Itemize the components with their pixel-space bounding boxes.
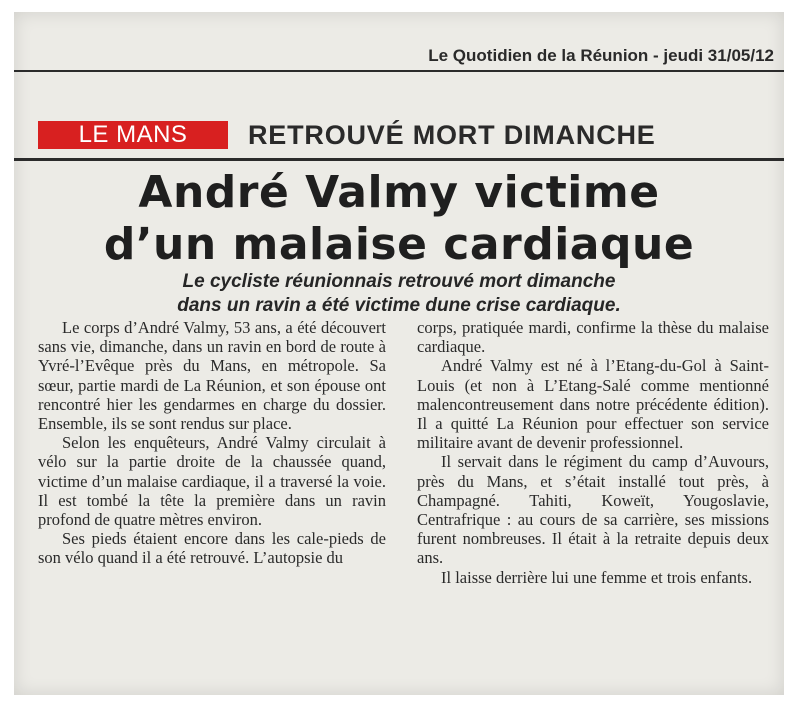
lede-line-1: Le cycliste réunionnais retrouvé mort dimanche	[182, 271, 616, 292]
paragraph: Il servait dans le régiment du camp d’Auvours, près du Mans, et s’était installé tout près, à Champagné. Tahiti, Koweït, Yougoslavie, Centrafrique : au cours de sa carrière, ses missions furent nombreuses. Il était à la retraite depuis deux ans.	[417, 452, 769, 568]
masthead-rule	[14, 70, 784, 72]
paragraph: Il laisse derrière lui une femme et trois enfants.	[441, 567, 753, 587]
kicker-row	[38, 119, 758, 159]
headline-line-1: André Valmy victime	[138, 167, 660, 218]
article-column-right	[417, 318, 769, 587]
paragraph: Selon les enquêteurs, André Valmy circulait à vélo sur la partie droite de la chaussée quand, victime d’un malaise cardiaque, il a traversé la voie. Il est tombé la tête la première dans un ravin profond de quatre mètres environ.	[38, 433, 386, 530]
paragraph: corps, pratiquée mardi, confirme la thèse du malaise cardiaque.	[417, 318, 769, 357]
lede-line-2: dans un ravin a été victime dune crise cardiaque.	[177, 295, 621, 316]
paragraph: Le corps d’André Valmy, 53 ans, a été découvert sans vie, dimanche, dans un ravin en bord de route à Yvré-l’Evêque près du Mans, en métropole. Sa sœur, partie mardi de La Réunion, et son épouse ont rencontré hier les gendarmes en charge du dossier. Ensemble, ils se sont rendus sur place.	[38, 318, 386, 434]
paragraph: Ses pieds étaient encore dans les cale-pieds de son vélo quand il a été retrouvé. L’autopsie du	[38, 529, 386, 568]
masthead: Le Quotidien de la Réunion - jeudi 31/05/12	[428, 46, 774, 65]
newspaper-clipping	[14, 12, 784, 695]
rubric-badge: LE MANS	[38, 121, 228, 149]
headline-line-2: d’un malaise cardiaque	[103, 219, 695, 270]
headline	[14, 167, 784, 271]
article-column-left	[38, 318, 386, 568]
kicker-title: RETROUVÉ MORT DIMANCHE	[248, 120, 656, 150]
kicker-rule	[14, 158, 784, 161]
lede	[54, 270, 744, 318]
paragraph: André Valmy est né à l’Etang-du-Gol à Saint-Louis (et non à L’Etang-Salé comme mentionné malencontreusement dans notre précédente édition). Il a quitté La Réunion pour effectuer son service militaire avant de devenir professionnel.	[417, 356, 769, 453]
